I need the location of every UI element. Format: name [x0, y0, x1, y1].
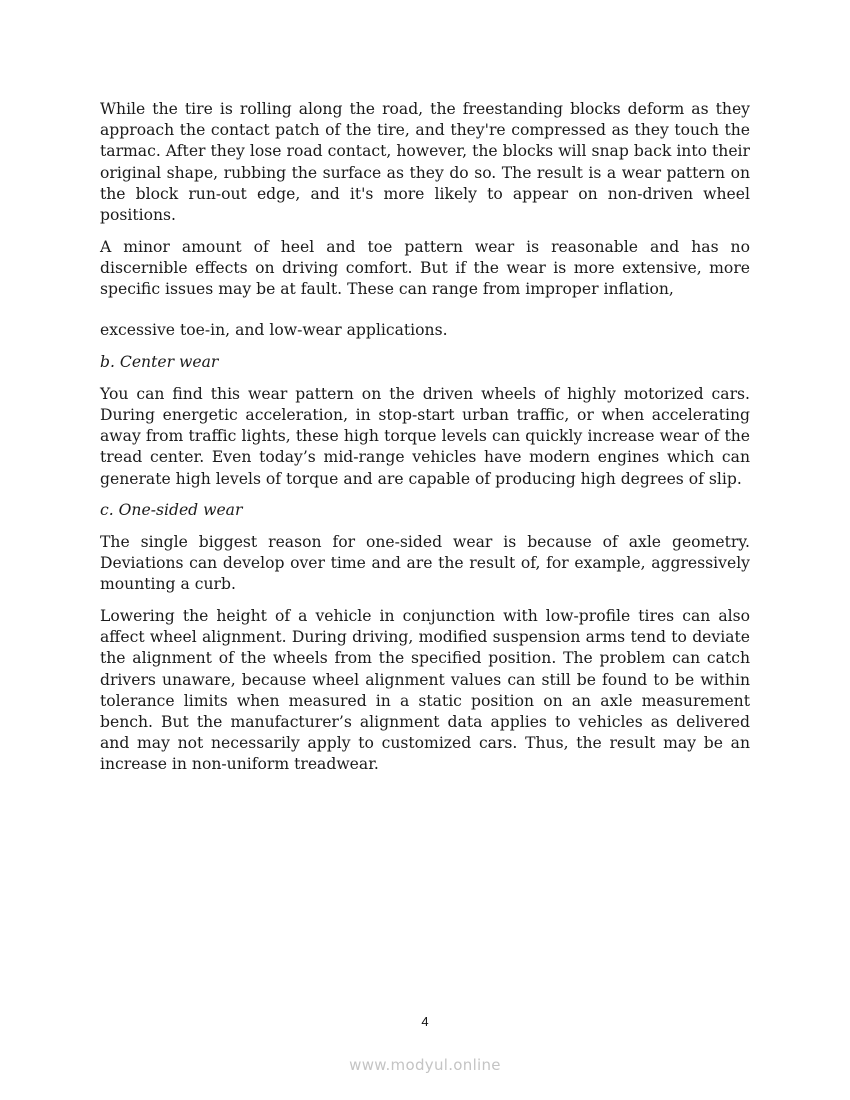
section-heading-one-sided-wear: c. One-sided wear	[100, 501, 243, 520]
page-number: 4	[421, 1014, 429, 1029]
paragraph-center-wear: You can find this wear pattern on the driven wheels of highly motorized cars. During energetic acceleration, in stop-start urban traffic, or when accelerating away from traffic lights, these high torque levels can quickly increase wear of the tread center. Even today’s mid-range vehicles have modern engines which can generate high levels of torque and are capable of producing high degrees of slip.	[100, 384, 750, 488]
paragraph-heel-toe-mechanism: While the tire is rolling along the road, the freestanding blocks deform as they approach the contact patch of the tire, and they're compressed as they touch the tarmac. After they lose road contact, however, the blocks will snap back into their original shape, rubbing the surface as they do so. The result is a wear pattern on the block run-out edge, and it's more likely to appear on non-driven wheel positions.	[100, 100, 750, 225]
document-body	[100, 99, 750, 786]
watermark: www.modyul.online	[349, 1056, 501, 1074]
paragraph-heel-toe-causes: A minor amount of heel and toe pattern wear is reasonable and has no discernible effects on driving comfort. But if the wear is more extensive, more specific issues may be at fault. These can range from improper inflation,	[100, 237, 750, 299]
paragraph-heel-toe-causes-continued: excessive toe-in, and low-wear applications.	[100, 321, 448, 340]
section-heading-center-wear: b. Center wear	[100, 353, 219, 372]
paragraph-lowering-vehicle: Lowering the height of a vehicle in conjunction with low-profile tires can also affect wheel alignment. During driving, modified suspension arms tend to deviate the alignment of the wheels from the specified position. The problem can catch drivers unaware, because wheel alignment values can still be found to be within tolerance limits when measured in a static position on an axle measurement bench. But the manufacturer’s alignment data applies to vehicles as delivered and may not necessarily apply to customized cars. Thus, the result may be an increase in non-uniform treadwear.	[100, 607, 750, 774]
paragraph-one-sided-wear-cause: The single biggest reason for one-sided wear is because of axle geometry. Deviations can develop over time and are the result of, for example, aggressively mounting a curb.	[100, 532, 750, 594]
